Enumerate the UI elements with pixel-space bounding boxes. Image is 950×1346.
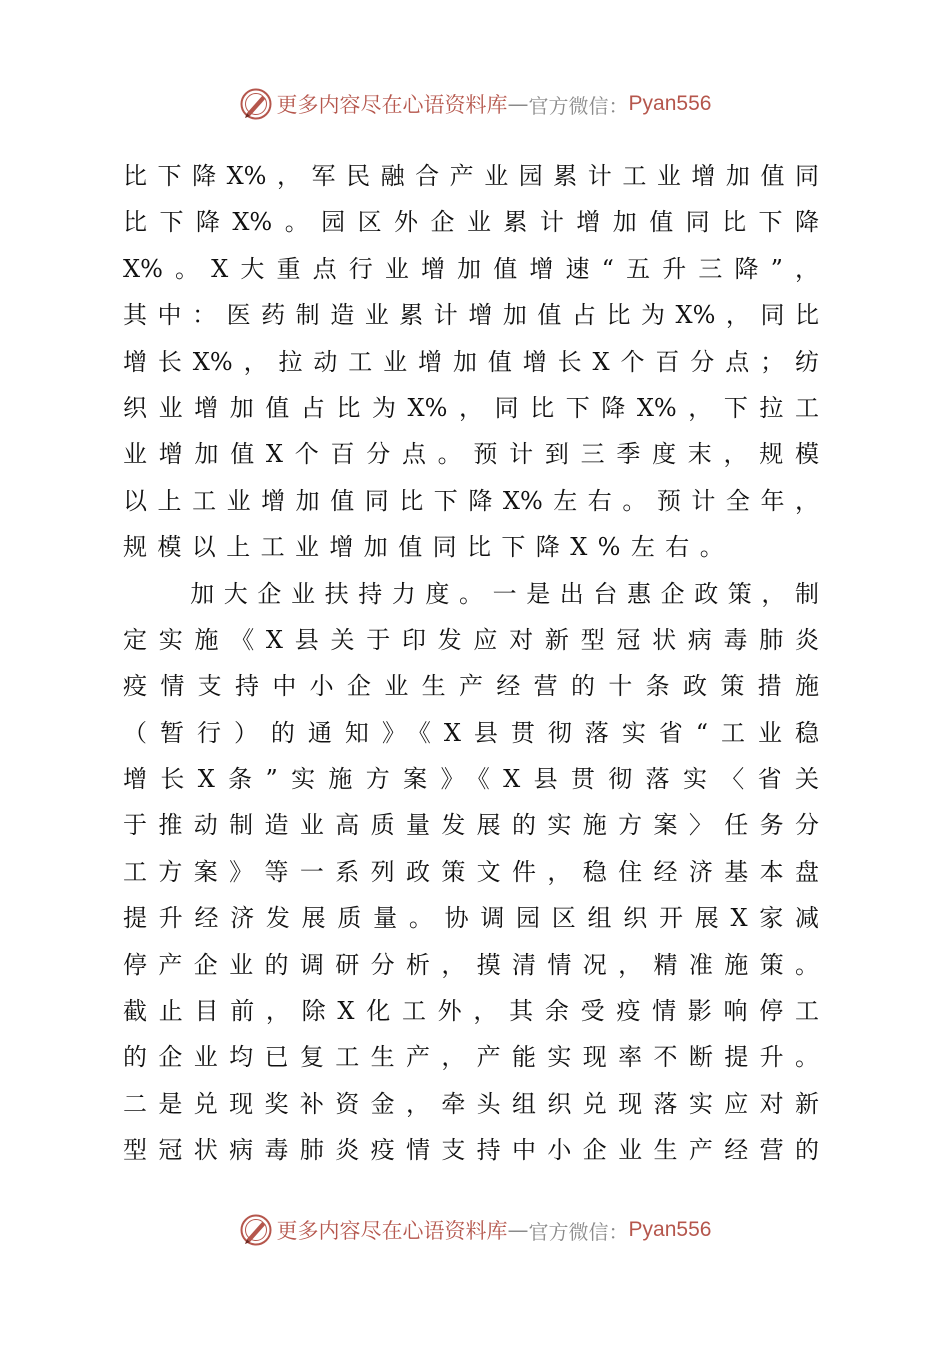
header-brand-text: 更多内容尽在心语资料库 xyxy=(276,93,508,117)
body-line: 织业增加值占比为X%，同比下降X%，下拉工 xyxy=(123,393,819,422)
body-line: 比下降X%，军民融合产业园累计工业增加值同 xyxy=(123,162,819,190)
body-line: 型冠状病毒肺炎疫情支持中小企业生产经营的 xyxy=(123,1136,819,1165)
pen-seal-icon xyxy=(239,1213,273,1247)
footer-wechat-label: 官方微信： xyxy=(528,1219,629,1244)
body-line: X%。X大重点行业增加值增速“五升三降”， xyxy=(123,254,819,283)
body-line: 以上工业增加值同比下降X%左右。预计全年， xyxy=(123,486,819,515)
body-line: 提升经济发展质量。协调园区组织开展X家减 xyxy=(123,904,819,933)
body-line: 增长X条”实施方案》《X县贯彻落实〈省关 xyxy=(123,765,819,794)
body-line: 业增加值X个百分点。预计到三季度末，规模 xyxy=(123,440,819,469)
footer-wechat-id: Pyan556 xyxy=(628,1218,712,1241)
document-body xyxy=(123,153,819,1174)
footer-banner xyxy=(0,1210,950,1250)
header-wechat-id: Pyan556 xyxy=(628,92,712,115)
body-line: 增长X%，拉动工业增加值增长X个百分点；纺 xyxy=(123,347,819,376)
body-line: 比下降X%。园区外企业累计增加值同比下降 xyxy=(123,208,819,237)
body-line: 的企业均已复工生产，产能实现率不断提升。 xyxy=(123,1043,819,1072)
pen-seal-icon xyxy=(239,87,273,121)
header-separator: — xyxy=(507,92,529,116)
body-line: 疫情支持中小企业生产经营的十条政策措施 xyxy=(123,672,819,701)
body-line: 加大企业扶持力度。一是出台惠企政策，制 xyxy=(123,579,819,608)
body-line: （暂行）的通知》《X县贯彻落实省“工业稳 xyxy=(123,718,819,747)
header-banner xyxy=(0,84,950,124)
body-line: 停产企业的调研分析，摸清情况，精准施策。 xyxy=(123,950,819,979)
header-wechat-label: 官方微信： xyxy=(528,93,629,118)
body-line: 规模以上工业增加值同比下降X%左右。 xyxy=(123,533,735,562)
body-line: 工方案》等一系列政策文件，稳住经济基本盘 xyxy=(123,857,819,886)
body-line: 其中：医药制造业累计增加值占比为X%，同比 xyxy=(123,301,819,330)
body-line: 二是兑现奖补资金，牵头组织兑现落实应对新 xyxy=(123,1089,819,1118)
footer-separator: — xyxy=(507,1218,529,1242)
body-line: 定实施《X县关于印发应对新型冠状病毒肺炎 xyxy=(123,625,819,654)
footer-brand-text: 更多内容尽在心语资料库 xyxy=(276,1219,508,1243)
body-line: 于推动制造业高质量发展的实施方案〉任务分 xyxy=(123,811,819,840)
body-line: 截止目前，除X化工外，其余受疫情影响停工 xyxy=(123,997,819,1026)
